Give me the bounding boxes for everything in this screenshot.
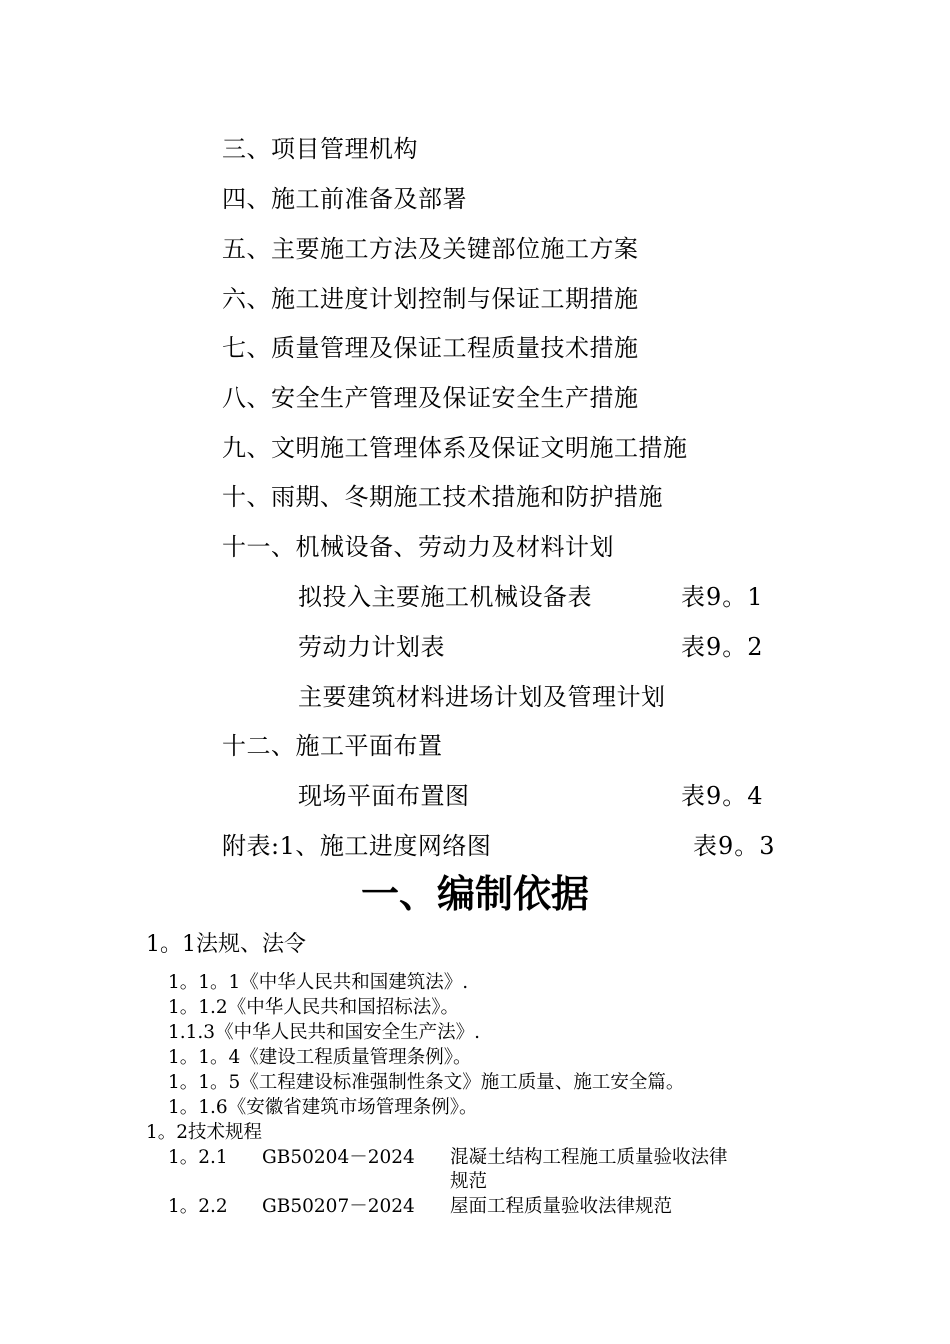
law-item: 1。1。1《中华人民共和国建筑法》. <box>168 972 469 993</box>
tech-name-continued: 规范 <box>450 1171 488 1192</box>
toc-item: 八、安全生产管理及保证安全生产措施 <box>222 384 639 412</box>
toc-item: 十一、机械设备、劳动力及材料计划 <box>222 533 614 561</box>
subsection-title: 1。2技术规程 <box>146 1122 263 1143</box>
law-item: 1。1。4《建设工程质量管理条例》。 <box>168 1047 472 1068</box>
tech-number: 1。2.1 <box>168 1147 228 1168</box>
toc-item: 六、施工进度计划控制与保证工期措施 <box>222 285 639 313</box>
toc-item: 四、施工前准备及部署 <box>222 185 467 213</box>
tech-name: 屋面工程质量验收法律规范 <box>450 1196 673 1217</box>
law-item: 1。1。5《工程建设标准强制性条文》施工质量、施工安全篇。 <box>168 1072 685 1093</box>
toc-subitem: 劳动力计划表 <box>298 633 445 661</box>
toc-table-ref: 表9。3 <box>693 832 776 860</box>
toc-item: 十、雨期、冬期施工技术措施和防护措施 <box>222 483 663 511</box>
toc-subitem: 主要建筑材料进场计划及管理计划 <box>298 683 666 711</box>
tech-code: GB50204－2024 <box>262 1147 415 1168</box>
toc-table-ref: 表9。2 <box>681 633 764 661</box>
toc-appendix: 附表:1、施工进度网络图 <box>222 832 492 860</box>
section-heading: 一、编制依据 <box>360 872 589 916</box>
subsection-title: 1。1法规、法令 <box>146 932 306 957</box>
toc-item: 七、质量管理及保证工程质量技术措施 <box>222 334 639 362</box>
tech-name: 混凝土结构工程施工质量验收法律 <box>450 1147 728 1168</box>
toc-item: 三、项目管理机构 <box>222 135 418 163</box>
law-item: 1.1.3《中华人民共和国安全生产法》. <box>168 1022 480 1043</box>
toc-table-ref: 表9。1 <box>681 583 764 611</box>
toc-subitem: 现场平面布置图 <box>298 782 470 810</box>
toc-item: 十二、施工平面布置 <box>222 732 443 760</box>
tech-number: 1。2.2 <box>168 1196 228 1217</box>
law-item: 1。1.2《中华人民共和国招标法》。 <box>168 997 459 1018</box>
toc-subitem: 拟投入主要施工机械设备表 <box>298 583 592 611</box>
toc-item: 九、文明施工管理体系及保证文明施工措施 <box>222 434 688 462</box>
toc-table-ref: 表9。4 <box>681 782 764 810</box>
law-item: 1。1.6《安徽省建筑市场管理条例》。 <box>168 1097 478 1118</box>
tech-code: GB50207－2024 <box>262 1196 415 1217</box>
toc-item: 五、主要施工方法及关键部位施工方案 <box>222 235 639 263</box>
